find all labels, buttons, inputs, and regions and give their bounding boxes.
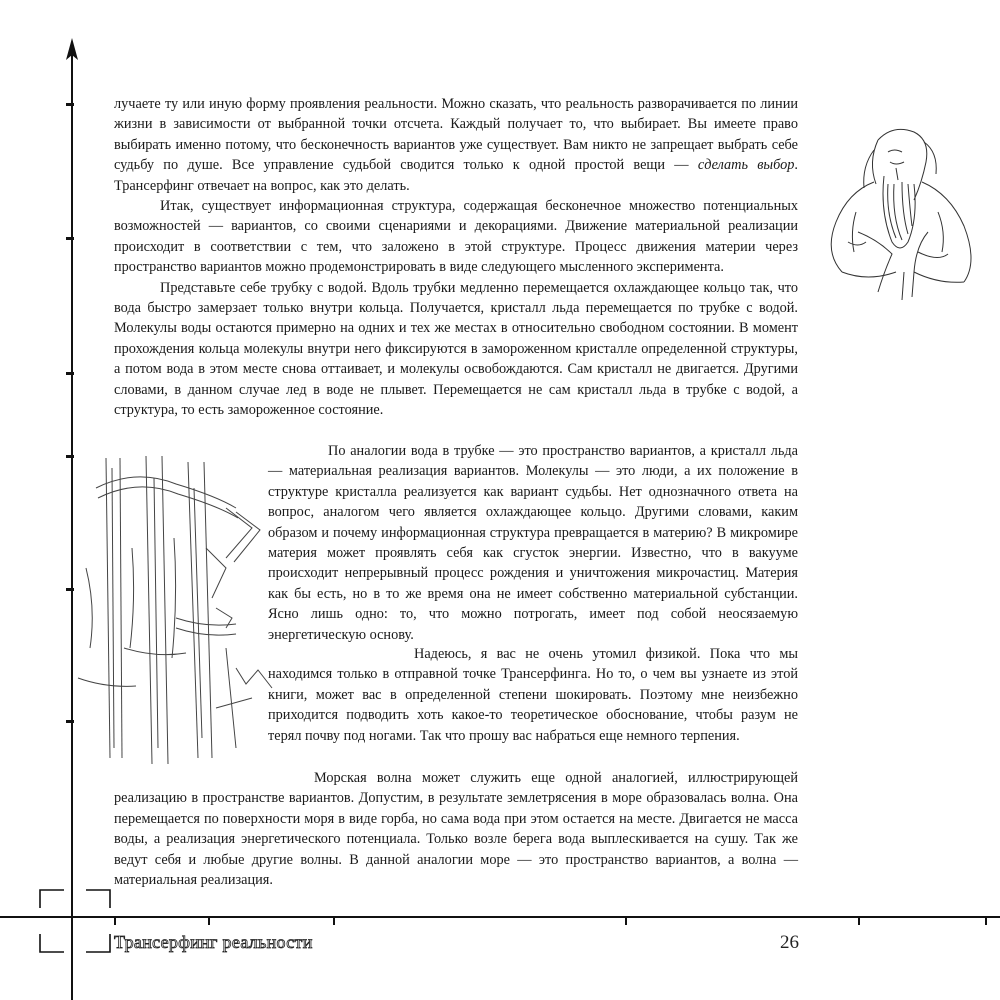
bottom-rule — [0, 916, 1000, 918]
bottom-rule-tick — [858, 916, 860, 925]
paragraph: Морская волна может служить еще одной аналогией, иллюстрирующей реализацию в пространстве вариантов. Допустим, в результате землетрясения в море образовалась волна. Она перемещается по поверхности моря в виде горба, но сама вода при этом остается на месте. Двигается не масса воды, а реализация энергетического потенциала. Только возле берега вода выплескивается на сушу. Так же ведут себя и любые другие волны. В данной аналогии море — это пространство вариантов, а волна — материальная реализация. — [114, 770, 798, 889]
bottom-rule-tick — [333, 916, 335, 925]
page-number: 26 — [780, 932, 799, 953]
left-rule — [71, 48, 73, 1000]
paragraph: По аналогии вода в трубке — это пространство вариантов, а кристалл льда — материальная реализация вариантов. Молекулы — это люди, а их положение в структуре кристалла реализуется как вариант судьбы. Нет однозначного ответа на вопрос, аналогом чего является охлаждающее кольцо. Другими словами, каким образом и почему информационная структура превращается в материю? В микромире материя может проявлять себя как сгусток энергии. Известно, что в вакууме происходит непрерывный процесс рождения и уничтожения микрочастиц. Материя как бы есть, но в то же время она не имеет собственно материальной субстанции. Ясно лишь одно: то, что можно потрогать, имеет под собой неосязаемую энергетическую основу. — [268, 443, 798, 643]
arrow-up-icon — [64, 38, 80, 62]
running-title: Трансерфинг реальности — [114, 932, 313, 952]
rule-tick — [66, 455, 74, 458]
rule-tick — [66, 588, 74, 591]
rule-tick — [66, 372, 74, 375]
paragraph: Надеюсь, я вас не очень утомил физикой. Пока что мы находимся только в отправной точке Трансерфинга. Но то, о чем вы узнаете из этой книги, может вас в определенной степени шокировать. Поэтому мне неизбежно приходится подводить хоть какое-то теоретическое обоснование, чтобы разум не терял почву под ногами. Так что прошу вас набраться еще немного терпения. — [268, 646, 798, 744]
bottom-rule-tick — [208, 916, 210, 925]
rule-tick — [66, 720, 74, 723]
body-text-bottom — [114, 768, 798, 890]
bottom-rule-tick — [985, 916, 987, 925]
crop-marks — [30, 878, 120, 962]
tree-illustration — [76, 448, 276, 768]
emphasis: сделать выбор — [697, 157, 795, 174]
paragraph: лучаете ту или иную форму проявления реальности. Можно сказать, что реальность разворачивается по линии жизни в зависимости от выбранной точки отсчета. Каждый получает то, что выбирает. Вы имеете право выбирать именно потому, что бесконечность вариантов уже существует. Вам никто не запрещает выбрать себе судьбу по душе. Все управление судьбой сводится только к одной простой вещи — сделать выбор. Трансерфинг отвечает на вопрос, как это делать. — [114, 96, 798, 194]
paragraph: Итак, существует информационная структура, содержащая бесконечное множество потенциальных возможностей — вариантов, со своими сценариями и декорациями. Движение материальной реализации происходит в соответствии с тем, что заложено в этой структуре. Процесс движения материи через пространство вариантов можно продемонстрировать в виде следующего мысленного эксперимента. — [114, 198, 798, 276]
body-text-wrapped — [268, 441, 798, 645]
rule-tick — [66, 103, 74, 106]
body-text — [114, 94, 798, 421]
rule-tick — [66, 237, 74, 240]
body-text-wrapped-2 — [268, 644, 798, 746]
bottom-rule-tick — [625, 916, 627, 925]
sage-illustration — [818, 122, 988, 302]
paragraph: Представьте себе трубку с водой. Вдоль трубки медленно перемещается охлаждающее кольцо так, что вода быстро замерзает только внутри кольца. Получается, кристалл льда перемещается по трубке с водой. Молекулы воды остаются примерно на одних и тех же местах в относительно свободном состоянии. В момент прохождения кольца молекулы внутри него фиксируются в замороженном кристалле определенной структуры, а потом вода в этом месте снова оттаивает, и молекулы освобождаются. Сам кристалл не двигается. Другими словами, в данном случае лед в воде не плывет. Перемещается не сам кристалл льда в трубке с водой, а структура, то есть замороженное состояние. — [114, 279, 798, 419]
